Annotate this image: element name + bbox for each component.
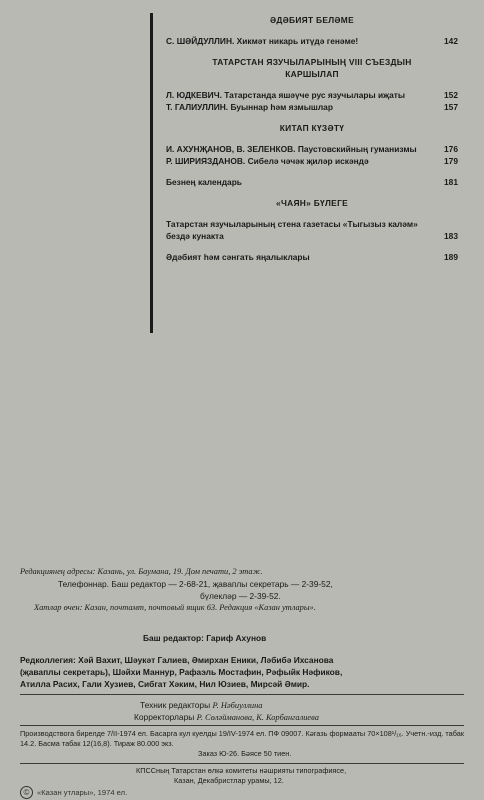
section-title: ТАТАРСТАН ЯЗУЧЫЛАРЫНЫҢ VIII СЪЕЗДЫН <box>212 57 412 67</box>
divider <box>20 763 464 764</box>
toc-entry-page: 179 <box>444 156 458 166</box>
chief-editor-label: Баш редактор: <box>143 633 204 643</box>
copyright <box>20 786 127 799</box>
toc-entry-page: 189 <box>444 252 458 262</box>
toc-entry-text: Т. ГАЛИУЛЛИН. Буыннар һәм язмышлар <box>166 102 333 112</box>
section-title: КИТАП КҮЗӘТҮ <box>279 123 345 133</box>
toc-entry[interactable] <box>166 143 458 155</box>
phones-line: бүлекләр — 2-39-52. <box>200 591 281 601</box>
editorial-board <box>20 654 333 666</box>
toc-entry[interactable] <box>166 155 458 167</box>
toc-entry[interactable] <box>166 89 458 101</box>
board-line: Атилла Расих, Гали Хузиев, Сибгат Хәким, Нил Юзиев, Мирсәй Әмир. <box>20 679 310 689</box>
vertical-rule <box>150 13 153 333</box>
printer-line: КПССның Татарстан өлкә комитеты нәшрияты типографиясе, <box>136 766 347 775</box>
toc-entry[interactable] <box>166 218 458 242</box>
toc-entry-page: 181 <box>444 177 458 187</box>
board-line: Хәй Вахит, Шәукәт Галиев, Әмирхан Еники, Ләбибә Ихсанова <box>78 655 334 665</box>
toc-entry-page: 176 <box>444 144 458 154</box>
order-price: Заказ Ю-26. Бәясе 50 тиен. <box>198 749 292 758</box>
section-title: ӘДӘБИЯТ БЕЛӘМЕ <box>270 15 354 25</box>
chief-editor-name: Гариф Ахунов <box>206 633 267 643</box>
printing-details: Производствога бирелде 7/II-1974 ел. Басарга кул куелды 19/IV-1974 ел. ПФ 09007. Кәгазь формааты 70×108¹/₁₆. Учетн.-изд. табак 14.2. Басма табак 12(16,8). Тираж 80.000 экз. <box>20 729 464 748</box>
copyright-icon: © <box>20 786 33 799</box>
tech-editor-name: Р. Нәбиуллина <box>212 701 263 710</box>
toc-entry-page: 142 <box>444 36 458 46</box>
toc-entry-text: Р. ШИРИЯЗДАНОВ. Сибелә чәчәк җиләр искәндә <box>166 156 369 166</box>
printer-line: Казан, Декабристлар урамы, 12. <box>174 776 284 785</box>
board-label: Редколлегия: <box>20 655 76 665</box>
copyright-text: «Казан утлары», 1974 ел. <box>37 788 128 797</box>
correctors-label: Корректорлары <box>134 712 195 722</box>
toc-entry[interactable] <box>166 35 458 47</box>
correctors <box>134 711 319 724</box>
toc-entry-text: И. АХУНҖАНОВ, В. ЗЕЛЕНКОВ. Паустовскийның гуманизмы <box>166 144 417 154</box>
chief-editor <box>143 632 266 644</box>
toc-entry-page: 152 <box>444 90 458 100</box>
tech-editor-label: Техник редакторы <box>140 700 211 710</box>
divider <box>20 694 464 695</box>
divider <box>20 725 464 726</box>
toc-entry[interactable] <box>166 251 458 263</box>
toc-entry-text: Әдәбият һәм сәнгать яңалыклары <box>166 252 310 262</box>
toc-entry[interactable] <box>166 101 458 113</box>
address-line: Редакциянең адресы: Казань, ул. Баумана, 19. Дом печати, 2 этаж. <box>20 567 263 576</box>
table-of-contents <box>166 14 458 263</box>
toc-entry[interactable] <box>166 176 458 188</box>
toc-entry-page: 183 <box>444 231 458 241</box>
section-title: «ЧАЯН» БҮЛЕГЕ <box>275 198 349 208</box>
toc-entry-text: Л. ЮДКЕВИЧ. Татарстанда яшәүче рус язучылары иҗаты <box>166 90 405 100</box>
correctors-names: Р. Сөләйманова, К. Корбангалиева <box>196 713 319 722</box>
toc-entry-page: 157 <box>444 102 458 112</box>
toc-entry-text: Татарстан язучыларының стена газетасы «Тыгызыз каләм» бездә кунакта <box>166 219 418 241</box>
toc-entry-text: Безнең календарь <box>166 177 242 187</box>
mail-line: Хатлар өчен: Казан, почтамт, почтовый ящик 63. Редакция «Казан утлары». <box>34 603 316 612</box>
section-title: КАРШЫЛАП <box>285 69 339 79</box>
phones-line: Телефоннар. Баш редактор — 2-68-21, җаваплы секретарь — 2-39-52, <box>58 579 333 589</box>
toc-entry-text: С. ШӘЙДУЛЛИН. Хикмәт никарь итүдә генәме! <box>166 36 359 46</box>
board-line: (җаваплы секретарь), Шәйхи Маннур, Рафаэль Мостафин, Рәфыйк Нәфиков, <box>20 667 343 677</box>
